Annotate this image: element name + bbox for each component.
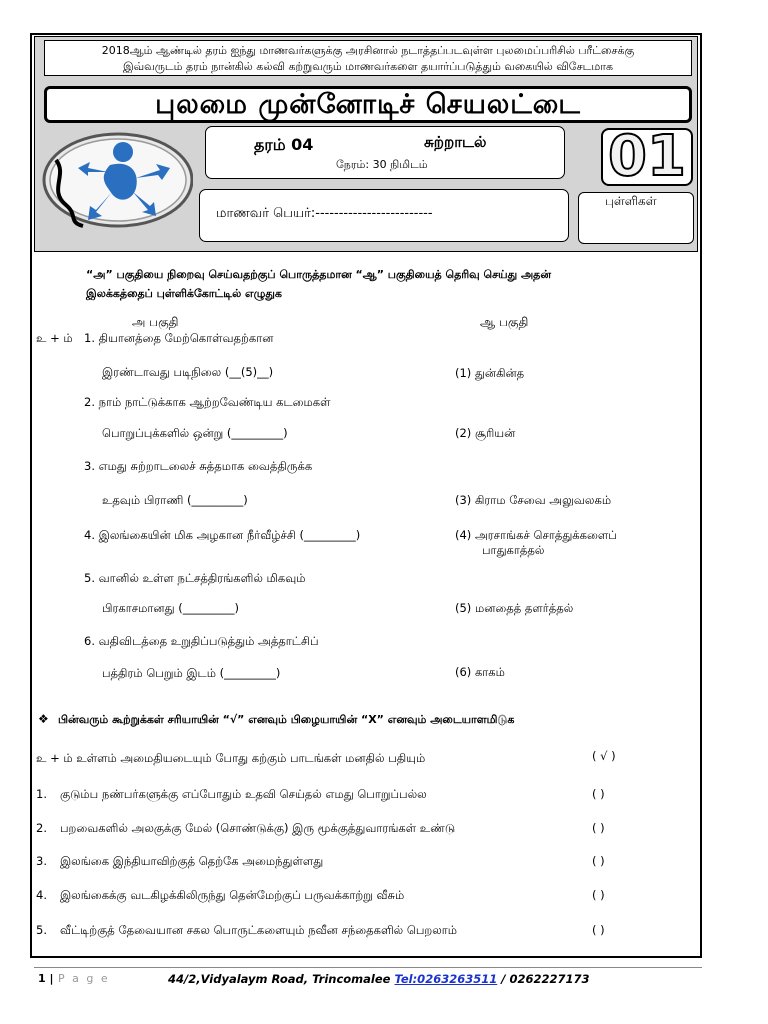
- col-b-header: ஆ பகுதி: [480, 315, 529, 329]
- section1-instruction-line1: “அ” பகுதியை நிறைவு செய்வதற்குப் பொருத்தமான “ஆ” பகுதியைத் தெரிவு செய்து அதன்: [86, 268, 552, 281]
- tf-num-1: 1.: [36, 787, 47, 801]
- sheet-number: 01: [608, 124, 686, 189]
- page-number: 1 |: [38, 972, 54, 985]
- match-item-3-line2[interactable]: உதவும் பிராணி (_________): [102, 493, 248, 507]
- tf-statement-2: பறவைகளில் அலகுக்கு மேல் (சொண்டுக்கு) இரு மூக்குத்துவாரங்கள் உண்டு: [60, 821, 456, 835]
- answer-4: (4) அரசாங்கச் சொத்துக்களைப்: [455, 528, 617, 542]
- notice-line-2: இவ்வருடம் தரம் நான்கில் கல்வி கற்றுவரும் மாணவர்களை தயார்ப்படுத்தும் வகையில் விசேடமாக: [122, 60, 614, 73]
- footer-address: [168, 972, 589, 986]
- tf-statement-4: இலங்கைக்கு வடகிழக்கிலிருந்து தென்மேற்குப் பருவக்காற்று வீசும்: [60, 888, 405, 902]
- tf-answer-2[interactable]: ( ): [592, 821, 605, 835]
- phone-link[interactable]: Tel:0263263511: [394, 972, 498, 986]
- match-item-3-line1: 3. எமது சுற்றாடலைச் சுத்தமாக வைத்திருக்க: [84, 459, 313, 473]
- match-item-5-line1: 5. வானில் உள்ள நட்சத்திரங்களில் மிகவும்: [84, 571, 306, 585]
- match-item-2-line2[interactable]: பொறுப்புக்களில் ஒன்று (_________): [102, 426, 288, 440]
- grade-subject-box: [205, 126, 565, 179]
- tf-answer-1[interactable]: ( ): [592, 787, 605, 801]
- section2-instruction: பின்வரும் கூற்றுக்கள் சரியாயின் “√” எனவும் பிழையாயின் “X” எனவும் அடையாளமிடுக: [58, 713, 515, 726]
- footer-divider: [34, 967, 702, 968]
- answer-5: (5) மனதைத் தளர்த்தல்: [455, 601, 574, 615]
- tf-statement-5: வீட்டிற்குத் தேவையான சகல பொருட்களையும் நவீன சந்தைகளில் பெறலாம்: [60, 923, 458, 937]
- time-label: நேரம்: 30 நிமிடம்: [336, 158, 428, 171]
- tf-num-4: 4.: [36, 888, 47, 902]
- answer-2: (2) சூரியன்: [455, 426, 516, 440]
- tf-answer-4[interactable]: ( ): [592, 888, 605, 902]
- answer-4-cont: பாதுகாத்தல்: [482, 543, 545, 557]
- worksheet-title: புலமை முன்னோடிச் செயலட்டை: [44, 86, 692, 123]
- notice-box: [44, 40, 692, 76]
- match-item-2-line1: 2. நாம் நாட்டுக்காக ஆற்றவேண்டிய கடமைகள்: [84, 395, 331, 409]
- page-word: P a g e: [58, 972, 110, 985]
- tf-answer-5[interactable]: ( ): [592, 923, 605, 937]
- notice-line-1: 2018ஆம் ஆண்டில் தரம் ஐந்து மாணவர்களுக்கு அரசினால் நடாத்தப்படவுள்ள புலமைப்பரிசில் பரீட்சைக்கு: [101, 44, 635, 57]
- match-item-6-line2[interactable]: பத்திரம் பெறும் இடம் (_________): [102, 666, 281, 680]
- example-prefix: உ + ம்: [36, 331, 73, 345]
- tf-num-3: 3.: [36, 854, 47, 868]
- answer-3: (3) கிராம சேவை அலுவலகம்: [455, 493, 612, 507]
- tf-num-2: 2.: [36, 821, 47, 835]
- student-name-field[interactable]: மாணவர் பெயர்:-------------------------: [216, 206, 433, 221]
- address-text: 44/2,Vidyalaym Road, Trincomalee: [168, 972, 391, 986]
- tf-answer-3[interactable]: ( ): [592, 854, 605, 868]
- tf-example-text: உ + ம் உள்ளம் அமைதியடையும் போது கற்கும் பாடங்கள் மனதில் பதியும்: [36, 751, 426, 765]
- match-item-4-line1[interactable]: 4. இலங்கையின் மிக அழகான நீர்வீழ்ச்சி (_________): [84, 528, 361, 542]
- col-a-header: அ பகுதி: [132, 315, 179, 329]
- answer-6: (6) காகம்: [455, 665, 505, 679]
- marks-box[interactable]: [578, 192, 694, 244]
- bullet-icon: ❖: [38, 712, 49, 726]
- tf-example-mark: ( √ ): [592, 749, 616, 763]
- match-item-1-line2[interactable]: இரண்டாவது படிநிலை (__(5)__): [102, 365, 274, 379]
- answer-1: (1) துன்கின்த: [455, 366, 525, 380]
- marks-label: புள்ளிகள்: [605, 194, 657, 208]
- tf-statement-1: குடும்ப நண்பர்களுக்கு எப்போதும் உதவி செய்தல் எமது பொறுப்பல்ல: [60, 787, 427, 801]
- grade-label: தரம் 04: [254, 135, 314, 154]
- match-item-6-line1: 6. வதிவிடத்தை உறுதிப்படுத்தும் அத்தாட்சிப்: [84, 634, 319, 648]
- subject-label: சுற்றாடல்: [424, 133, 487, 151]
- tf-num-5: 5.: [36, 923, 47, 937]
- section1-instruction-line2: இலக்கத்தைப் புள்ளிக்கோட்டில் எழுதுக: [86, 287, 282, 300]
- phone-secondary: / 0262227173: [501, 972, 590, 986]
- tf-statement-3: இலங்கை இந்தியாவிற்குத் தெற்கே அமைந்துள்ளது: [60, 854, 324, 868]
- scholarship-logo-icon: [38, 130, 193, 230]
- sheet-number-box: [601, 124, 693, 189]
- match-item-1-line1: 1. தியானத்தை மேற்கொள்வதற்கான: [84, 331, 274, 345]
- student-name-box[interactable]: [199, 189, 569, 242]
- match-item-5-line2[interactable]: பிரகாசமானது (_________): [102, 601, 239, 615]
